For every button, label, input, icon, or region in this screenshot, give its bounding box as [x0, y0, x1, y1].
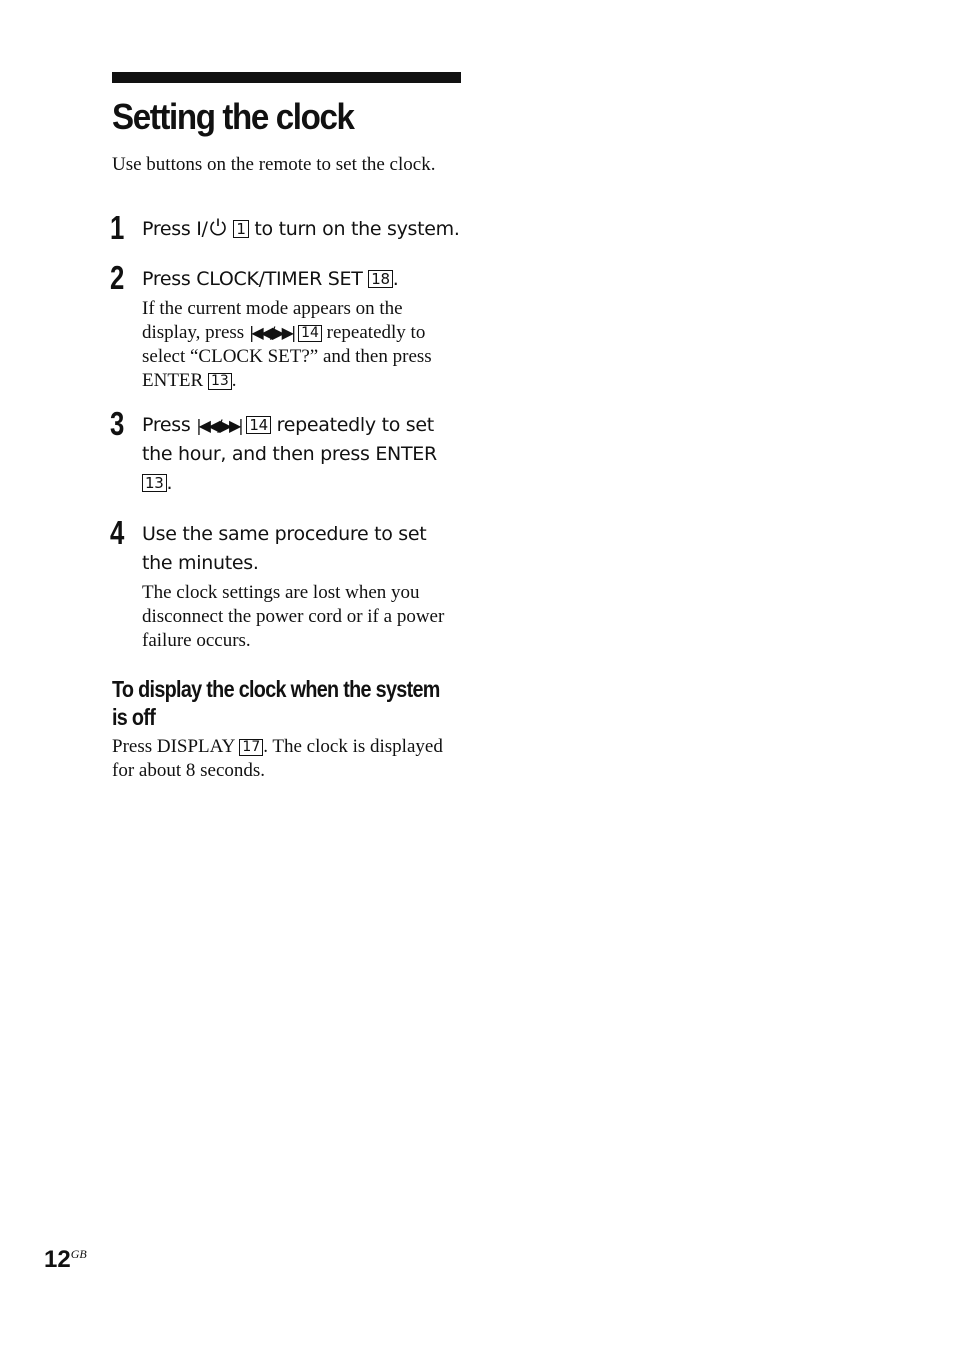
title-rule: [112, 72, 461, 83]
subsection-body: Press DISPLAY 17 . The clock is displayed for about 8 seconds.: [112, 736, 443, 781]
step-note: The clock settings are lost when you disconnect the power cord or if a power failure occurs.: [142, 582, 445, 651]
button-number-box: 13: [208, 373, 232, 390]
step-number: 1: [110, 209, 125, 246]
step-note: If the current mode appears on the display, press |◀◀/▶▶| 14 repeatedly to select “CLOCK SET?” and then press ENTER 13 .: [142, 298, 432, 391]
step-number: 2: [110, 259, 125, 296]
step-2: [110, 259, 462, 393]
skip-back-forward-icon: |◀◀/▶▶|: [196, 416, 241, 435]
button-number-box: 1: [233, 220, 248, 238]
step-4: [110, 514, 462, 653]
step-number: 4: [110, 514, 125, 551]
step-number: 3: [110, 405, 125, 442]
page-column: [112, 72, 462, 783]
button-number-box: 13: [142, 474, 167, 492]
standby-label: I/: [196, 218, 208, 240]
skip-back-forward-icon: |◀◀/▶▶|: [248, 323, 294, 342]
page-number-suffix: GB: [70, 1247, 87, 1261]
subsection-title: To display the clock when the system is off: [112, 676, 440, 730]
step-3: [110, 405, 462, 498]
step-main-text: Use the same procedure to set the minutes.: [142, 523, 427, 574]
page-number: $12^{GB}$: [44, 1246, 87, 1273]
step-main-text: Press |◀◀/▶▶| 14 repeatedly to set the hour, and then press ENTER 13 .: [142, 414, 437, 494]
button-number-box: 14: [298, 325, 322, 342]
step-main-text: Press I/ 1 to turn on the system.: [142, 218, 460, 240]
button-number-box: 14: [246, 416, 271, 434]
button-number-box: 17: [239, 739, 263, 756]
button-number-box: 18: [368, 270, 393, 288]
intro-text: Use buttons on the remote to set the clock.: [112, 154, 436, 175]
page-title: Setting the clock: [112, 96, 354, 137]
step-1: [110, 209, 462, 246]
step-main-text: Press CLOCK/TIMER SET 18 .: [142, 268, 399, 290]
power-icon: [208, 218, 228, 240]
